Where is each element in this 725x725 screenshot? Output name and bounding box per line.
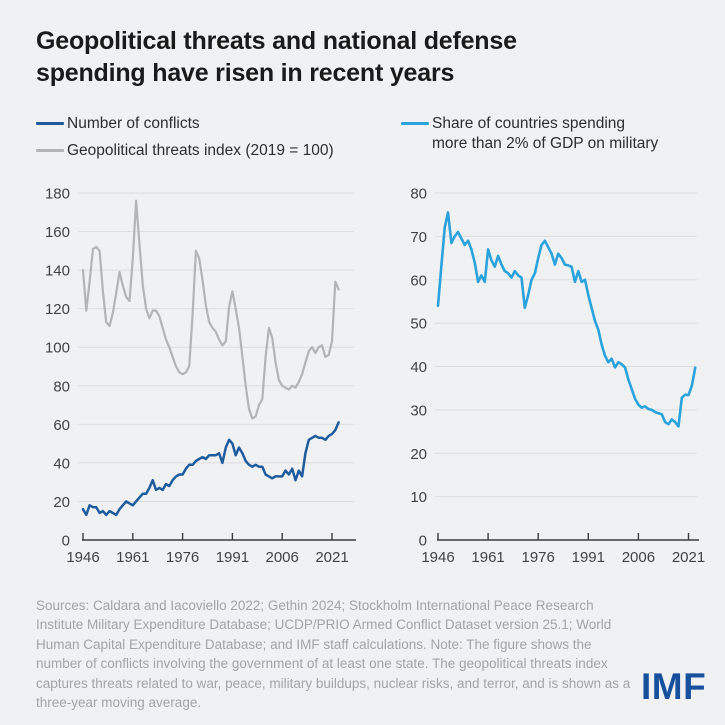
page-title-line1: Geopolitical threats and national defense (36, 27, 517, 55)
imf-logo: IMF (641, 666, 707, 707)
x-tick-label: 1946 (421, 549, 455, 566)
y-tick-label: 20 (410, 445, 427, 463)
x-tick-label: 1991 (215, 549, 250, 566)
conflicts-line-swatch (36, 122, 64, 125)
y-tick-label: 50 (410, 315, 427, 333)
sources-note: Sources: Caldara and Iacoviello 2022; Gethin 2024; Stockholm International Peace Research Institute Military Expenditure Database; UCDP/PRIO Armed Conflict Dataset version 25.1; World Human Capital Expenditure Database; and IMF staff calculations. Note: The figure shows the number of conflicts involving the government of at least one state. The geopolitical threats index captures threats related to war, peace, military buildups, nuclear risks, and terror, and is shown as a three-year moving average. (36, 598, 631, 711)
legend-label-military-share (432, 114, 682, 155)
y-tick-label: 120 (44, 301, 70, 319)
y-tick-label: 60 (410, 272, 427, 290)
legend-label-military-share-line1: Share of countries spending (432, 115, 626, 132)
x-tick-label: 1961 (471, 549, 505, 566)
legend-label-conflicts: Number of conflicts (67, 115, 200, 132)
conflicts-and-threats-chart (18, 180, 368, 580)
y-tick-label: 160 (44, 224, 70, 242)
legend-left (36, 114, 334, 169)
y-tick-label: 100 (44, 339, 70, 357)
military-spending-share-chart (375, 180, 715, 580)
x-tick-label: 1976 (165, 549, 200, 566)
x-tick-label: 1961 (116, 549, 150, 566)
page-title-line2: spending have risen in recent years (36, 58, 455, 87)
y-tick-label: 0 (61, 532, 70, 550)
threats-line-swatch (36, 149, 64, 152)
y-tick-label: 40 (53, 455, 70, 473)
y-tick-label: 140 (44, 262, 70, 280)
x-tick-label: 1946 (66, 549, 100, 566)
x-tick-label: 2021 (671, 549, 706, 566)
y-tick-label: 30 (410, 402, 427, 420)
legend-right (401, 114, 682, 162)
x-tick-label: 1976 (521, 549, 555, 566)
x-tick-label: 2006 (265, 549, 299, 566)
y-tick-label: 180 (44, 185, 70, 203)
legend-label-threats-index: Geopolitical threats index (2019 = 100) (67, 142, 334, 160)
y-tick-label: 80 (53, 378, 70, 396)
legend-item-conflicts (36, 114, 334, 134)
y-tick-label: 70 (410, 228, 427, 246)
y-tick-label: 80 (410, 185, 427, 203)
military-share-line-swatch (401, 122, 429, 125)
x-tick-label: 2006 (621, 549, 656, 566)
x-tick-label: 2021 (315, 549, 349, 566)
page-title (36, 26, 696, 89)
x-tick-label: 1991 (571, 549, 605, 566)
y-tick-label: 0 (418, 532, 427, 550)
y-tick-label: 10 (410, 489, 427, 507)
y-tick-label: 60 (53, 416, 70, 434)
legend-item-threats-index (36, 141, 334, 161)
y-tick-label: 20 (53, 493, 70, 511)
legend-label-military-share-line2: more than 2% of GDP on military (432, 135, 659, 153)
legend-item-military-share (401, 114, 682, 155)
series-line-0 (438, 213, 695, 427)
y-tick-label: 40 (410, 359, 427, 376)
